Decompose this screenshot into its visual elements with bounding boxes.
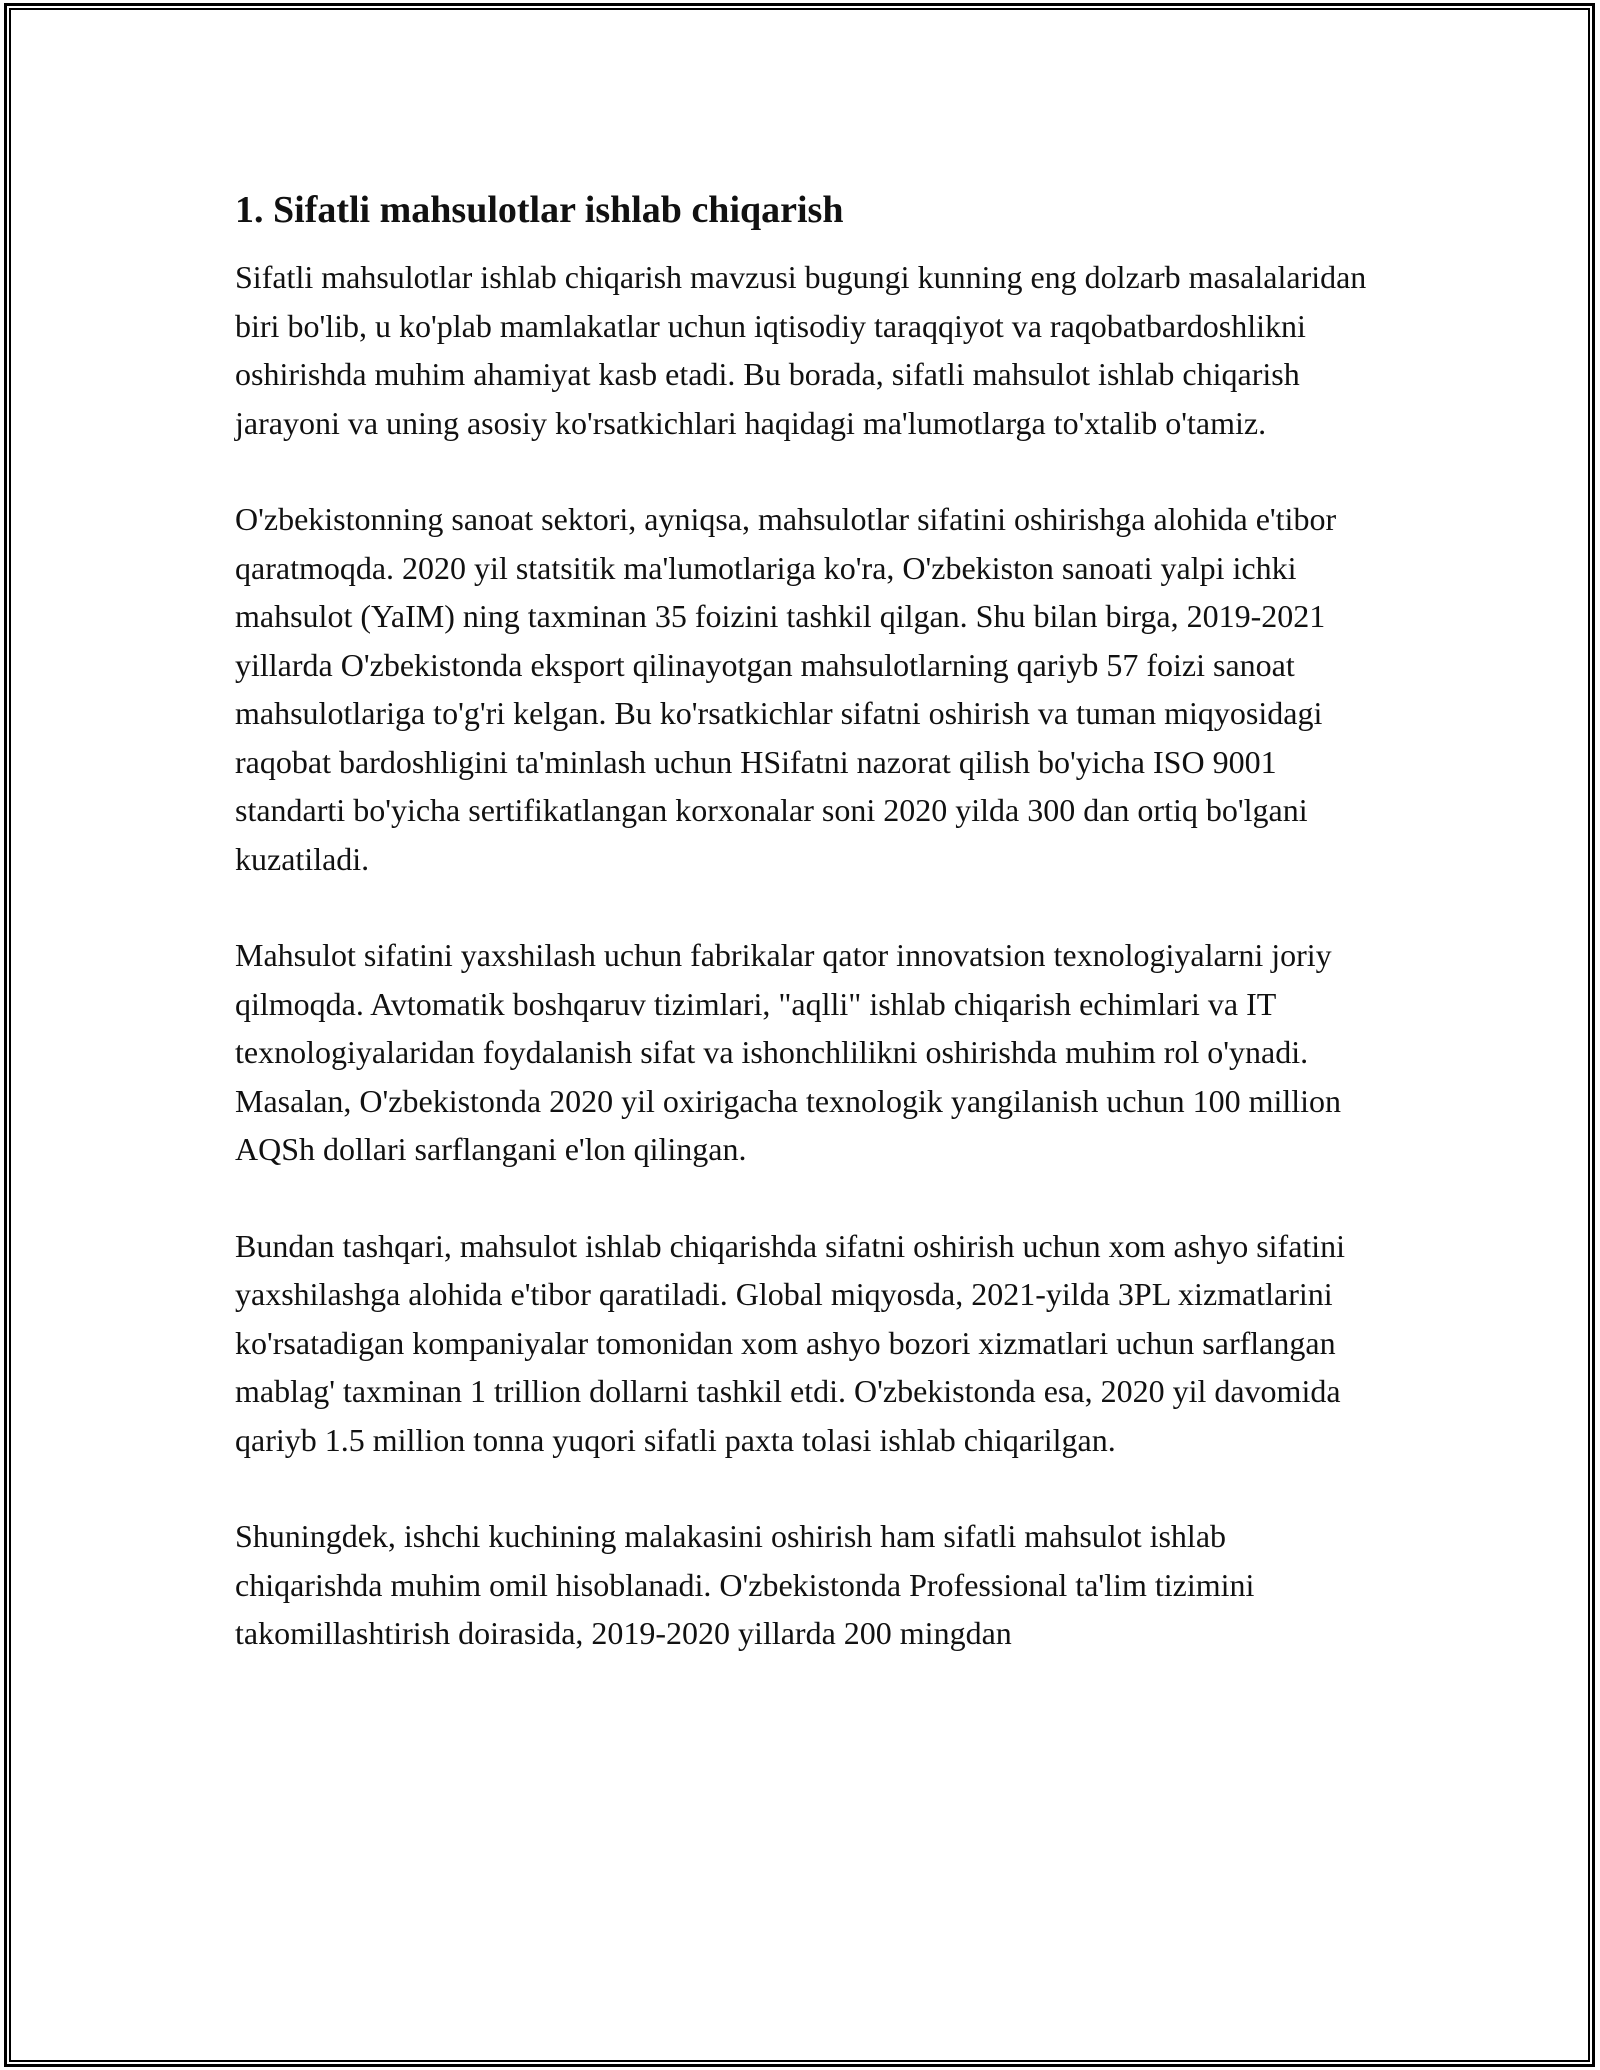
paragraph-intro: Sifatli mahsulotlar ishlab chiqarish mavzusi bugungi kunning eng dolzarb masalalaridan biri bo'lib, u ko'plab mamlakatlar uchun iqtisodiy taraqqiyot va raqobatbardoshlikni oshirishda muhim ahamiyat kasb etadi. Bu borada, sifatli mahsulot ishlab chiqarish jarayoni va uning asosiy ko'rsatkichlari haqidagi ma'lumotlarga to'xtalib o'tamiz. bbox=[235, 259, 1367, 441]
document-body bbox=[235, 185, 1375, 1706]
paragraph-raw-materials: Bundan tashqari, mahsulot ishlab chiqarishda sifatni oshirish uchun xom ashyo sifatini yaxshilashga alohida e'tibor qaratiladi. Global miqyosda, 2021-yilda 3PL xizmatlarini ko'rsatadigan kompaniyalar tomonidan xom ashyo bozori xizmatlari uchun sarflangan mablag' taxminan 1 trillion dollarni tashkil etdi. O'zbekistonda esa, 2020 yil davomida qariyb 1.5 million tonna yuqori sifatli paxta tolasi ishlab chiqarilgan. bbox=[235, 1227, 1346, 1458]
paragraph-workforce: Shuningdek, ishchi kuchining malakasini oshirish ham sifatli mahsulot ishlab chiqarishda muhim omil hisoblanadi. O'zbekistonda Professional ta'lim tizimini takomillashtirish doirasida, 2019-2020 yillarda 200 mingdan bbox=[235, 1518, 1255, 1651]
paragraph-industry-statistics: O'zbekistonning sanoat sektori, ayniqsa, mahsulotlar sifatini oshirishga alohida e'tibor qaratmoqda. 2020 yil statsitik ma'lumotlariga ko'ra, O'zbekiston sanoati yalpi ichki mahsulot (YaIM) ning taxminan 35 foizini tashkil qilgan. Shu bilan birga, 2019-2021 yillarda O'zbekistonda eksport qilinayotgan mahsulotlarning qariyb 57 foizi sanoat mahsulotlariga to'g'ri kelgan. Bu ko'rsatkichlar sifatni oshirish va tuman miqyosidagi raqobat bardoshligini ta'minlash uchun HSifatni nazorat qilish bo'yicha ISO 9001 standarti bo'yicha sertifikatlangan korxonalar soni 2020 yilda 300 dan ortiq bo'lgani kuzatiladi. bbox=[235, 501, 1337, 877]
paragraph-technology: Mahsulot sifatini yaxshilash uchun fabrikalar qator innovatsion texnologiyalarni joriy qilmoqda. Avtomatik boshqaruv tizimlari, "aqlli" ishlab chiqarish echimlari va IT texnologiyalaridan foydalanish sifat va ishonchlilikni oshirishda muhim rol o'ynadi. Masalan, O'zbekistonda 2020 yil oxirigacha texnologik yangilanish uchun 100 million AQSh dollari sarflangani e'lon qilingan. bbox=[235, 937, 1342, 1167]
document-title: 1. Sifatli mahsulotlar ishlab chiqarish bbox=[235, 189, 844, 231]
